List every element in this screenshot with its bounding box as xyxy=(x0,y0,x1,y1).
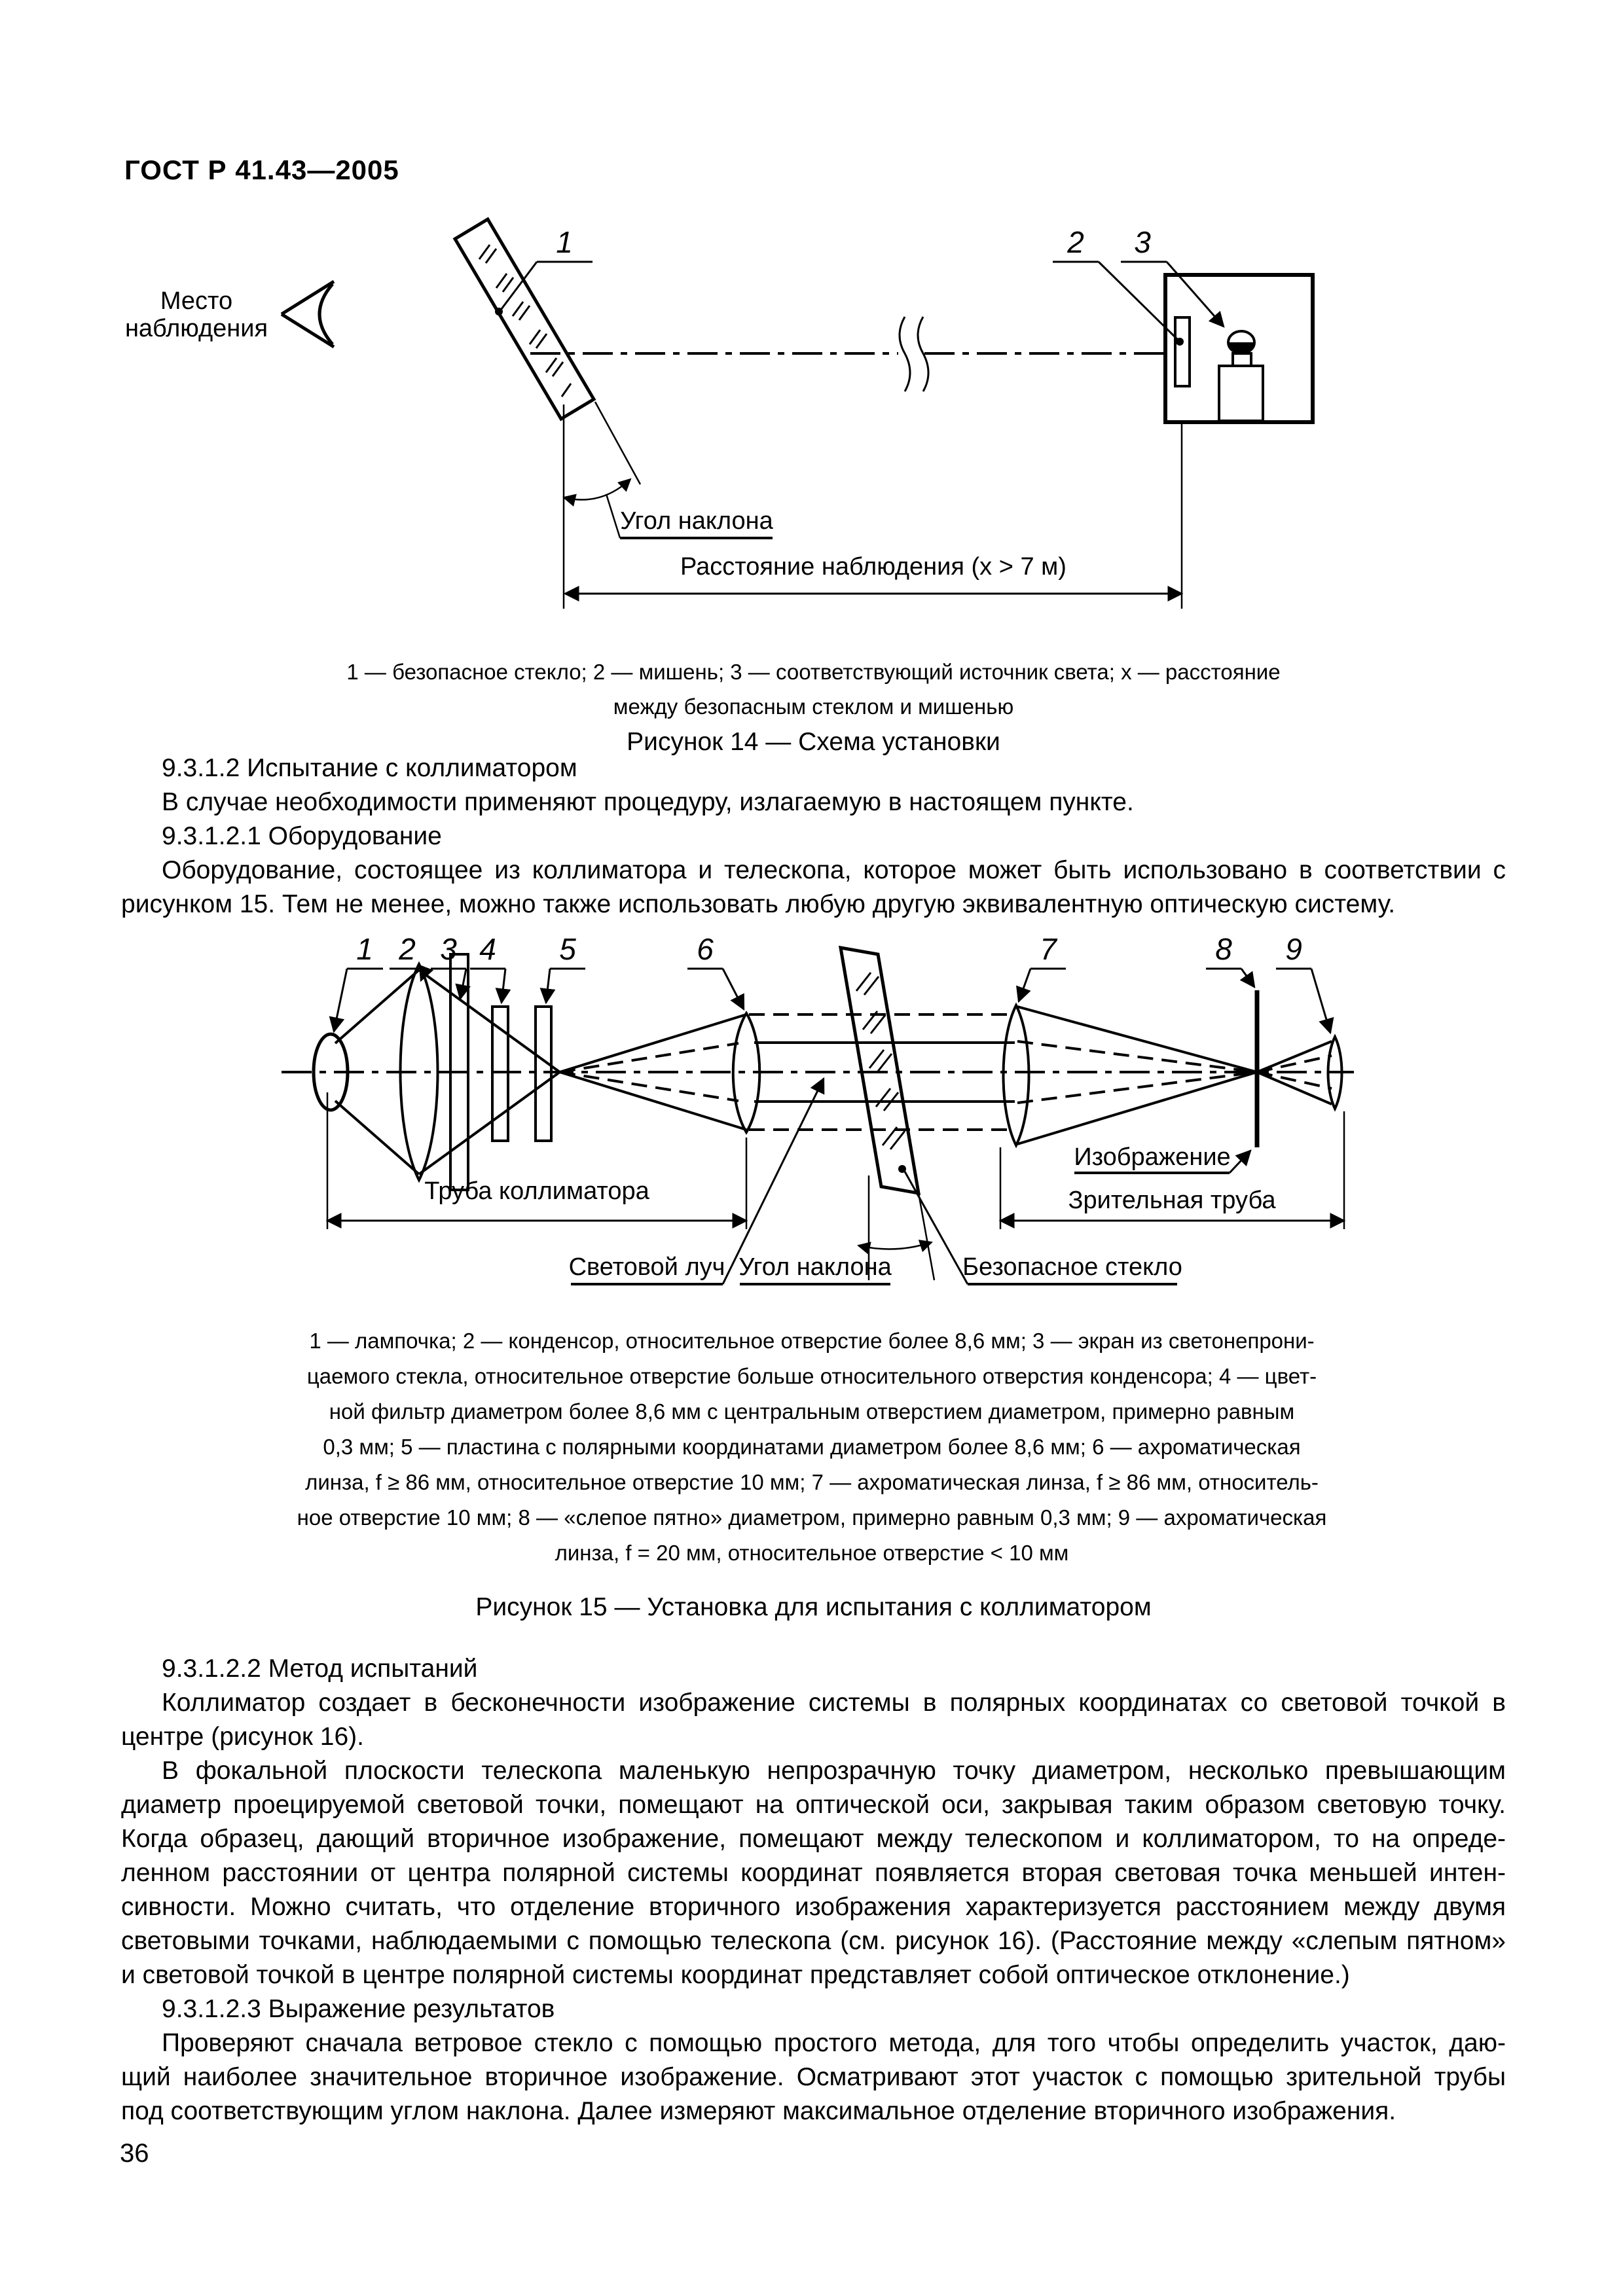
page-number: 36 xyxy=(120,2139,149,2168)
section-method-and-results xyxy=(121,1652,1506,2128)
body-line: и световой точкой в центре полярной системы координат представляет собой оптическое отклонение.) xyxy=(121,1961,1350,1989)
fig14-leader-1-dot xyxy=(495,308,503,315)
body-line: диаметр проецируемой световой точки, помещают на оптической оси, закрывая таким образом световую точку. xyxy=(121,1791,1506,1819)
fig15-leader-9 xyxy=(1311,969,1330,1033)
fig15-leader-8 xyxy=(1241,969,1254,987)
fig15-image-label: Изображение xyxy=(1074,1143,1231,1171)
fig15-collimator-tube-label: Труба коллиматора xyxy=(424,1177,649,1205)
fig14-caption-line2: между безопасным стеклом и мишенью xyxy=(613,694,1014,719)
body-line: под соответствующим углом наклона. Далее измеряют максимальное отделение вторичного изображения. xyxy=(121,2097,1396,2125)
fig14-distance-label: Расстояние наблюдения (x > 7 м) xyxy=(680,553,1067,581)
fig15-safety-glass-label: Безопасное стекло xyxy=(962,1253,1182,1281)
fig15-callout-5: 5 xyxy=(559,932,576,966)
fig15-image-leader xyxy=(1230,1151,1250,1173)
fig15-glass-plane-extension xyxy=(919,1193,934,1280)
fig15-callout-2: 2 xyxy=(399,932,416,966)
body-line: сивности. Можно считать, что отделение вторичного изображения характеризуется расстоянием между двумя xyxy=(121,1893,1506,1921)
fig14-title: Рисунок 14 — Схема установки xyxy=(627,728,1000,756)
body-line: 9.3.1.2.2 Метод испытаний xyxy=(162,1655,478,1683)
fig15-light-beam-label: Световой луч xyxy=(568,1253,725,1281)
fig14-caption-line1: 1 — безопасное стекло; 2 — мишень; 3 — соответствующий источник света; x — расстояние xyxy=(346,660,1281,684)
fig15-telescope-tube-label: Зрительная труба xyxy=(1068,1187,1276,1214)
fig15-safety-glass-leader xyxy=(905,1172,968,1284)
body-line: центре (рисунок 16). xyxy=(121,1723,364,1751)
axis-break-icon xyxy=(900,317,928,391)
fig15-achromatic-lens-7 xyxy=(1004,1005,1029,1145)
figure-14-diagram xyxy=(79,196,1388,655)
fig14-angle-leader xyxy=(606,494,620,538)
body-line: щий наиболее значительное вторичное изображение. Осматривают этот участок с помощью зрительной трубы xyxy=(121,2063,1506,2091)
body-line: рисунком 15. Тем не менее, можно также использовать любую другую эквивалентную оптическую систему. xyxy=(121,890,1396,918)
body-line: Коллиматор создает в бесконечности изображение системы в полярных координатах со световой точкой в xyxy=(162,1689,1506,1717)
fig14-place-label-line1: Место xyxy=(160,287,233,315)
fig15-callout-8: 8 xyxy=(1215,932,1232,966)
fig15-leader-7 xyxy=(1019,969,1030,1001)
body-line: Проверяют сначала ветровое стекло с помощью простого метода, для того чтобы определить участок, даю- xyxy=(162,2029,1506,2057)
body-line: световыми точками, наблюдаемыми с помощью телескопа (см. рисунок 16). (Расстояние между «слепым пятном» xyxy=(121,1927,1506,1955)
fig15-caption-line: линза, f ≥ 86 мм, относительное отверстие 10 мм; 7 — ахроматическая линза, f ≥ 86 мм, относитель- xyxy=(305,1470,1319,1494)
fig14-callout-3: 3 xyxy=(1134,225,1151,259)
fig15-leader-1 xyxy=(334,969,347,1031)
fig14-callout-1: 1 xyxy=(556,225,573,259)
fig14-callout-2: 2 xyxy=(1067,225,1084,259)
body-line: В фокальной плоскости телескопа маленькую непрозрачную точку диаметром, несколько превышающим xyxy=(162,1757,1506,1785)
fig15-caption-line: ное отверстие 10 мм; 8 — «слепое пятно» диаметром, примерно равным 0,3 мм; 9 — ахроматическая xyxy=(297,1505,1327,1530)
observer-eye-icon xyxy=(282,281,334,347)
section-equipment xyxy=(121,751,1506,922)
body-line: В случае необходимости применяют процедуру, излагаемую в настоящем пункте. xyxy=(162,788,1134,816)
body-line: ленном расстоянии от центра полярной системы координат появляется вторая световая точка меньшей интен- xyxy=(121,1859,1506,1887)
fig15-callout-4: 4 xyxy=(479,932,496,966)
body-line: 9.3.1.2.1 Оборудование xyxy=(162,822,442,850)
page-header: ГОСТ Р 41.43—2005 xyxy=(124,154,399,185)
fig15-polar-plate xyxy=(536,1007,551,1141)
fig15-safety-glass-dot xyxy=(898,1165,906,1173)
fig15-callout-7: 7 xyxy=(1040,932,1057,966)
body-line: Оборудование, состоящее из коллиматора и телескопа, которое может быть использовано в соответствии с xyxy=(162,856,1506,884)
fig15-leader-5 xyxy=(546,969,550,1003)
fig14-safety-glass xyxy=(455,219,594,419)
fig15-caption xyxy=(183,1323,1440,1571)
fig14-caption xyxy=(121,655,1506,724)
fig15-caption-line: линза, f = 20 мм, относительное отверстие < 10 мм xyxy=(555,1541,1069,1565)
fig15-caption-line: 1 — лампочка; 2 — конденсор, относительное отверстие более 8,6 мм; 3 — экран из светонепрони- xyxy=(309,1329,1315,1353)
fig14-glass-plane-extension xyxy=(595,402,640,484)
fig15-caption-line: ной фильтр диаметром более 8,6 мм с центральным отверстием диаметром, примерно равным xyxy=(329,1399,1295,1424)
fig15-callout-6: 6 xyxy=(697,932,714,966)
fig14-light-source xyxy=(1219,331,1263,421)
fig15-safety-glass xyxy=(841,948,919,1193)
fig15-leader-6 xyxy=(723,969,744,1009)
body-line: 9.3.1.2 Испытание с коллиматором xyxy=(162,754,577,782)
fig15-caption-line: цаемого стекла, относительное отверстие больше относительного отверстия конденсора; 4 — цвет- xyxy=(306,1364,1317,1388)
body-line: Когда образец, дающий вторичное изображение, помещают между телескопом и коллиматором, то на опреде- xyxy=(121,1825,1506,1853)
fig14-angle-label: Угол наклона xyxy=(620,507,773,535)
fig14-leader-2-dot xyxy=(1176,338,1184,346)
body-line: 9.3.1.2.3 Выражение результатов xyxy=(162,1995,555,2023)
fig15-callout-9: 9 xyxy=(1285,932,1302,966)
figure-15-diagram xyxy=(262,915,1375,1308)
fig15-angle-label: Угол наклона xyxy=(739,1253,892,1281)
fig14-angle-arc xyxy=(564,479,630,500)
fig15-callout-3: 3 xyxy=(440,932,457,966)
fig15-title: Рисунок 15 — Установка для испытания с коллиматором xyxy=(475,1593,1152,1621)
fig15-leader-3 xyxy=(460,969,466,999)
fig14-leader-2 xyxy=(1053,262,1177,339)
fig15-callout-1: 1 xyxy=(356,932,373,966)
fig14-target xyxy=(1175,317,1190,386)
fig15-caption-line: 0,3 мм; 5 — пластина с полярными координатами диаметром более 8,6 мм; 6 — ахроматическая xyxy=(323,1435,1301,1459)
fig15-leader-4 xyxy=(501,969,505,1003)
fig14-place-label-line2: наблюдения xyxy=(124,315,268,342)
